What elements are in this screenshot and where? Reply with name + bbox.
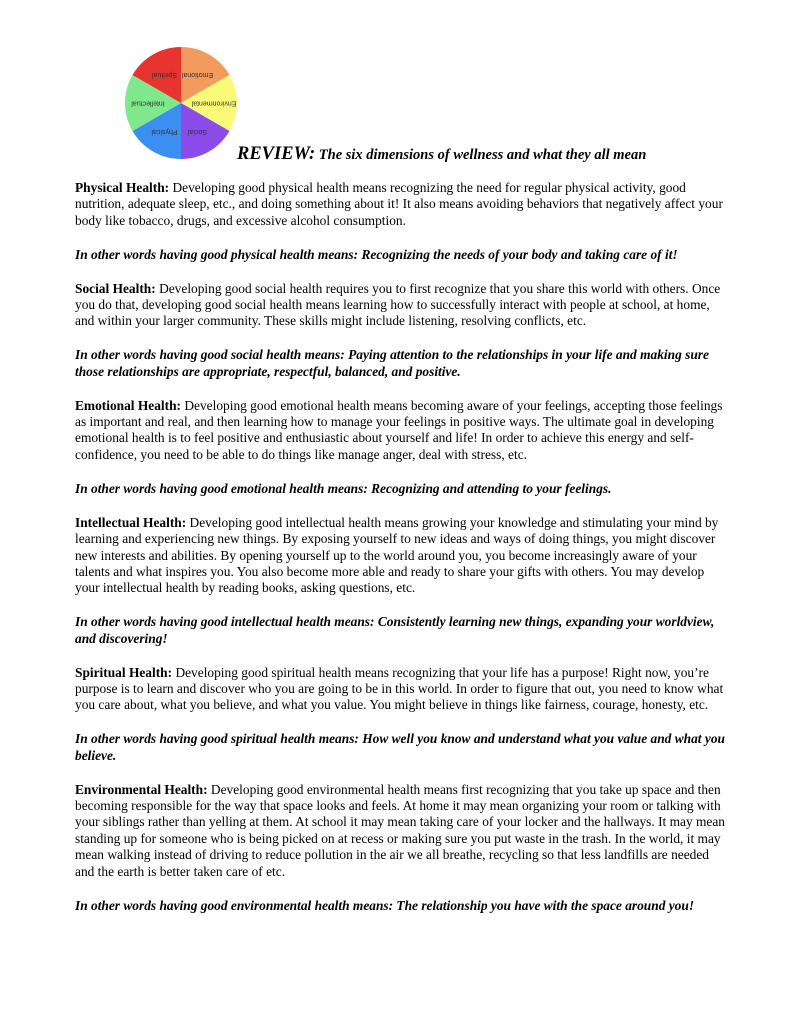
intellectual-summary: In other words having good intellectual health means: Consistently learning new things, expanding your worldview, and discovering!: [75, 614, 715, 646]
physical-heading: Physical Health:: [75, 180, 170, 195]
document-body: [75, 180, 725, 931]
social-paragraph: [75, 281, 725, 330]
physical-body: Developing good physical health means recognizing the need for regular physical activity, good nutrition, adequate sleep, etc., and doing something about it! It also means avoiding behaviors that negatively affect your body like tobacco, drugs, and excessive alcohol consumption.: [75, 180, 723, 228]
title-rest: The six dimensions of wellness and what they all mean: [315, 147, 647, 163]
wheel-label-social: Social: [187, 128, 208, 136]
page-title: [237, 144, 646, 165]
environmental-summary: In other words having good environmental health means: The relationship you have with the space around you!: [75, 897, 695, 913]
wheel-label-physical: Physical: [151, 128, 178, 136]
spiritual-summary: In other words having good spiritual health means: How well you know and understand what you value and what you believe.: [75, 731, 725, 763]
physical-paragraph: [75, 180, 725, 229]
emotional-summary: In other words having good emotional health means: Recognizing and attending to your feelings.: [75, 480, 612, 496]
spiritual-body: Developing good spiritual health means recognizing that your life has a purpose! Right now, you’re purpose is to learn and discover who you are going to be in this world. In order to figure that out, you need to know what you care about, what you believe, and what you value. You might believe in things like fairness, courage, honesty, etc.: [75, 664, 724, 713]
intellectual-paragraph: [75, 515, 725, 597]
intellectual-body: Developing good intellectual health means growing your knowledge and stimulating your mind by learning and experiencing new things. By exposing yourself to new ideas and ways of doing things, you might discover new interests and abilities. By opening yourself up to the world around you, you become increasingly aware of your talents and what inspires you. You also become more able and ready to share your gifts with others. You may develop your intellectual health by reading books, asking questions, etc.: [75, 514, 719, 596]
emotional-paragraph: [75, 398, 725, 464]
wellness-wheel-graphic: [124, 46, 238, 160]
physical-summary: In other words having good physical health means: Recognizing the needs of your body and taking care of it!: [75, 246, 678, 262]
social-summary: In other words having good social health means: Paying attention to the relationships in your life and making sure those relationships are appropriate, respectful, balanced, and positive.: [75, 347, 709, 379]
spiritual-paragraph: [75, 665, 725, 714]
environmental-body: Developing good environmental health means first recognizing that you take up space and then becoming responsible for the way that space looks and feels. At home it may mean organizing your room or talking with your siblings rather than yelling at them. At school it may mean taking care of your locker and the hallways. It may mean standing up for someone who is being picked on at recess or making sure you put waste in the trash. In the world, it may mean walking instead of driving to reduce pollution in the air we all breathe, recycling so that less landfills are needed and the earth is better taken care of etc.: [75, 781, 726, 879]
environmental-heading: Environmental Health:: [75, 781, 208, 797]
social-heading: Social Health:: [75, 280, 156, 296]
spiritual-heading: Spiritual Health:: [75, 664, 173, 680]
intellectual-heading: Intellectual Health:: [75, 514, 187, 530]
wheel-label-environmental: Environmental: [191, 99, 237, 107]
emotional-body: Developing good emotional health means becoming aware of your feelings, accepting those feelings as important and real, and then learning how to manage your feelings in positive ways. The ultimate goal in developing emotional health is to feel positive and enthusiastic about yourself and life! In order to achieve this energy and self-confidence, you need to be able to do things like manage anger, deal with stress, etc.: [75, 397, 723, 462]
wheel-label-intellectual: Intellectual: [131, 99, 165, 107]
emotional-heading: Emotional Health:: [75, 397, 182, 413]
title-lead: REVIEW:: [237, 144, 316, 164]
wellness-wheel: [124, 46, 238, 160]
social-body: Developing good social health requires you to first recognize that you share this world with others. Once you do that, developing good social health means learning how to successfully interact with people at school, at home, and within your larger community. These skills might include listening, resolving conflicts, etc.: [75, 280, 721, 329]
wheel-label-spiritual: Spiritual: [151, 70, 178, 78]
environmental-paragraph: [75, 782, 725, 880]
wheel-label-emotional: Emotional: [181, 70, 214, 78]
